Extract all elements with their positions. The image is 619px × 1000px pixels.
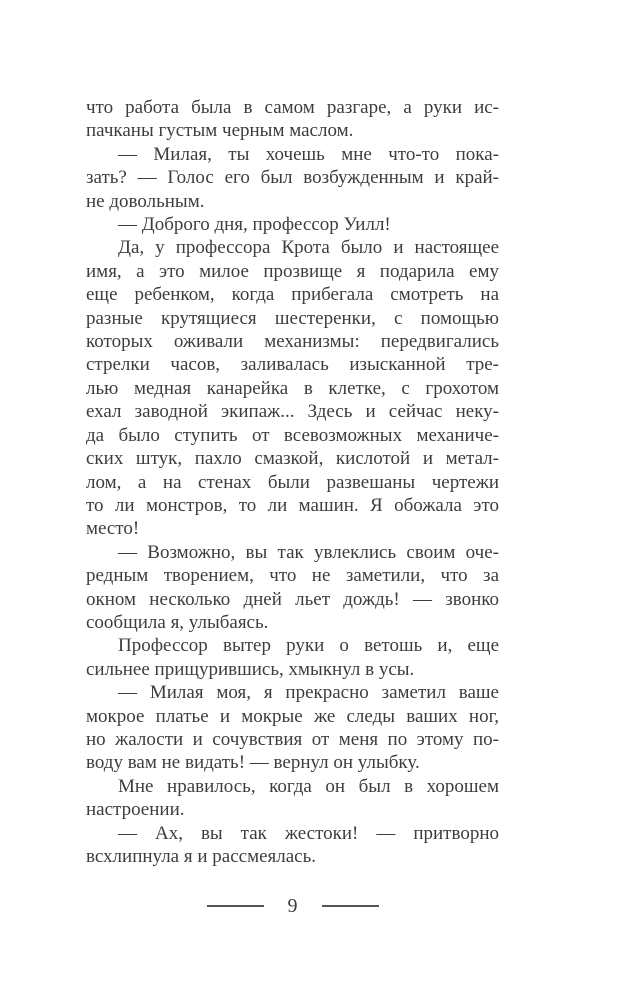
footer-rule-right: [322, 905, 379, 907]
text-line: которых оживали механизмы: передвигались: [86, 331, 499, 353]
paragraph: [86, 541, 499, 635]
text-line: то ли монстров, то ли машин. Я обожала это: [86, 494, 499, 516]
paragraph: [86, 775, 499, 822]
text-line: лью медная канарейка в клетке, с грохотом: [86, 377, 499, 399]
text-line: стрелки часов, заливалась изысканной тре-: [86, 354, 499, 376]
text-line: зать? — Голос его был возбужденным и край-: [86, 167, 499, 189]
text-line: воду вам не видать! — вернул он улыбку.: [86, 752, 420, 774]
text-line: место!: [86, 518, 140, 540]
text-line: Профессор вытер руки о ветошь и, еще: [118, 635, 499, 657]
text-line: — Возможно, вы так увлеклись своим оче-: [118, 541, 499, 563]
text-line: лом, а на стенах были развешаны чертежи: [86, 471, 499, 493]
paragraph: [86, 236, 499, 540]
paragraph: [86, 96, 499, 143]
text-line: что работа была в самом разгаре, а руки ис-: [86, 97, 499, 118]
page-footer: [86, 894, 499, 918]
text-line: сообщила я, улыбаясь.: [86, 611, 269, 633]
text-line: окном несколько дней льет дождь! — звонко: [86, 588, 499, 610]
text-line: ских штук, пахло смазкой, кислотой и метал-: [86, 448, 499, 470]
page-number: 9: [287, 895, 298, 917]
text-line: имя, а это милое прозвище я подарила ему: [86, 260, 499, 282]
text-line: ехал заводной экипаж... Здесь и сейчас неку-: [86, 401, 499, 423]
text-line: настроении.: [86, 799, 185, 821]
text-line: пачканы густым черным маслом.: [86, 120, 354, 142]
text-line: — Милая, ты хочешь мне что-то пока-: [118, 143, 499, 165]
text-line: всхлипнула я и рассмеялась.: [86, 846, 317, 867]
text-line: редным творением, что не заметили, что за: [86, 565, 499, 587]
text-line: мокрое платье и мокрые же следы ваших ног,: [86, 705, 499, 727]
paragraph: [86, 681, 499, 775]
text-line: — Ах, вы так жестоки! — притворно: [118, 822, 499, 844]
text-line: но жалости и сочувствия от меня по этому по-: [86, 728, 499, 750]
text-line: — Милая моя, я прекрасно заметил ваше: [118, 682, 499, 704]
footer-rule-left: [207, 905, 264, 907]
text-line: еще ребенком, когда прибегала смотреть на: [86, 284, 499, 306]
text-line: разные крутящиеся шестеренки, с помощью: [86, 307, 499, 329]
text-line: сильнее прищурившись, хмыкнул в усы.: [86, 658, 415, 680]
paragraph: [86, 634, 499, 681]
paragraph: [86, 213, 499, 236]
text-line: Мне нравилось, когда он был в хорошем: [118, 775, 499, 797]
paragraph: [86, 143, 499, 213]
text-line: — Доброго дня, профессор Уилл!: [118, 214, 391, 236]
text-line: Да, у профессора Крота было и настоящее: [118, 237, 499, 259]
page-text: [86, 96, 499, 868]
text-line: не довольным.: [86, 190, 205, 212]
paragraph: [86, 822, 499, 869]
text-line: да было ступить от всевозможных механиче-: [86, 424, 499, 446]
